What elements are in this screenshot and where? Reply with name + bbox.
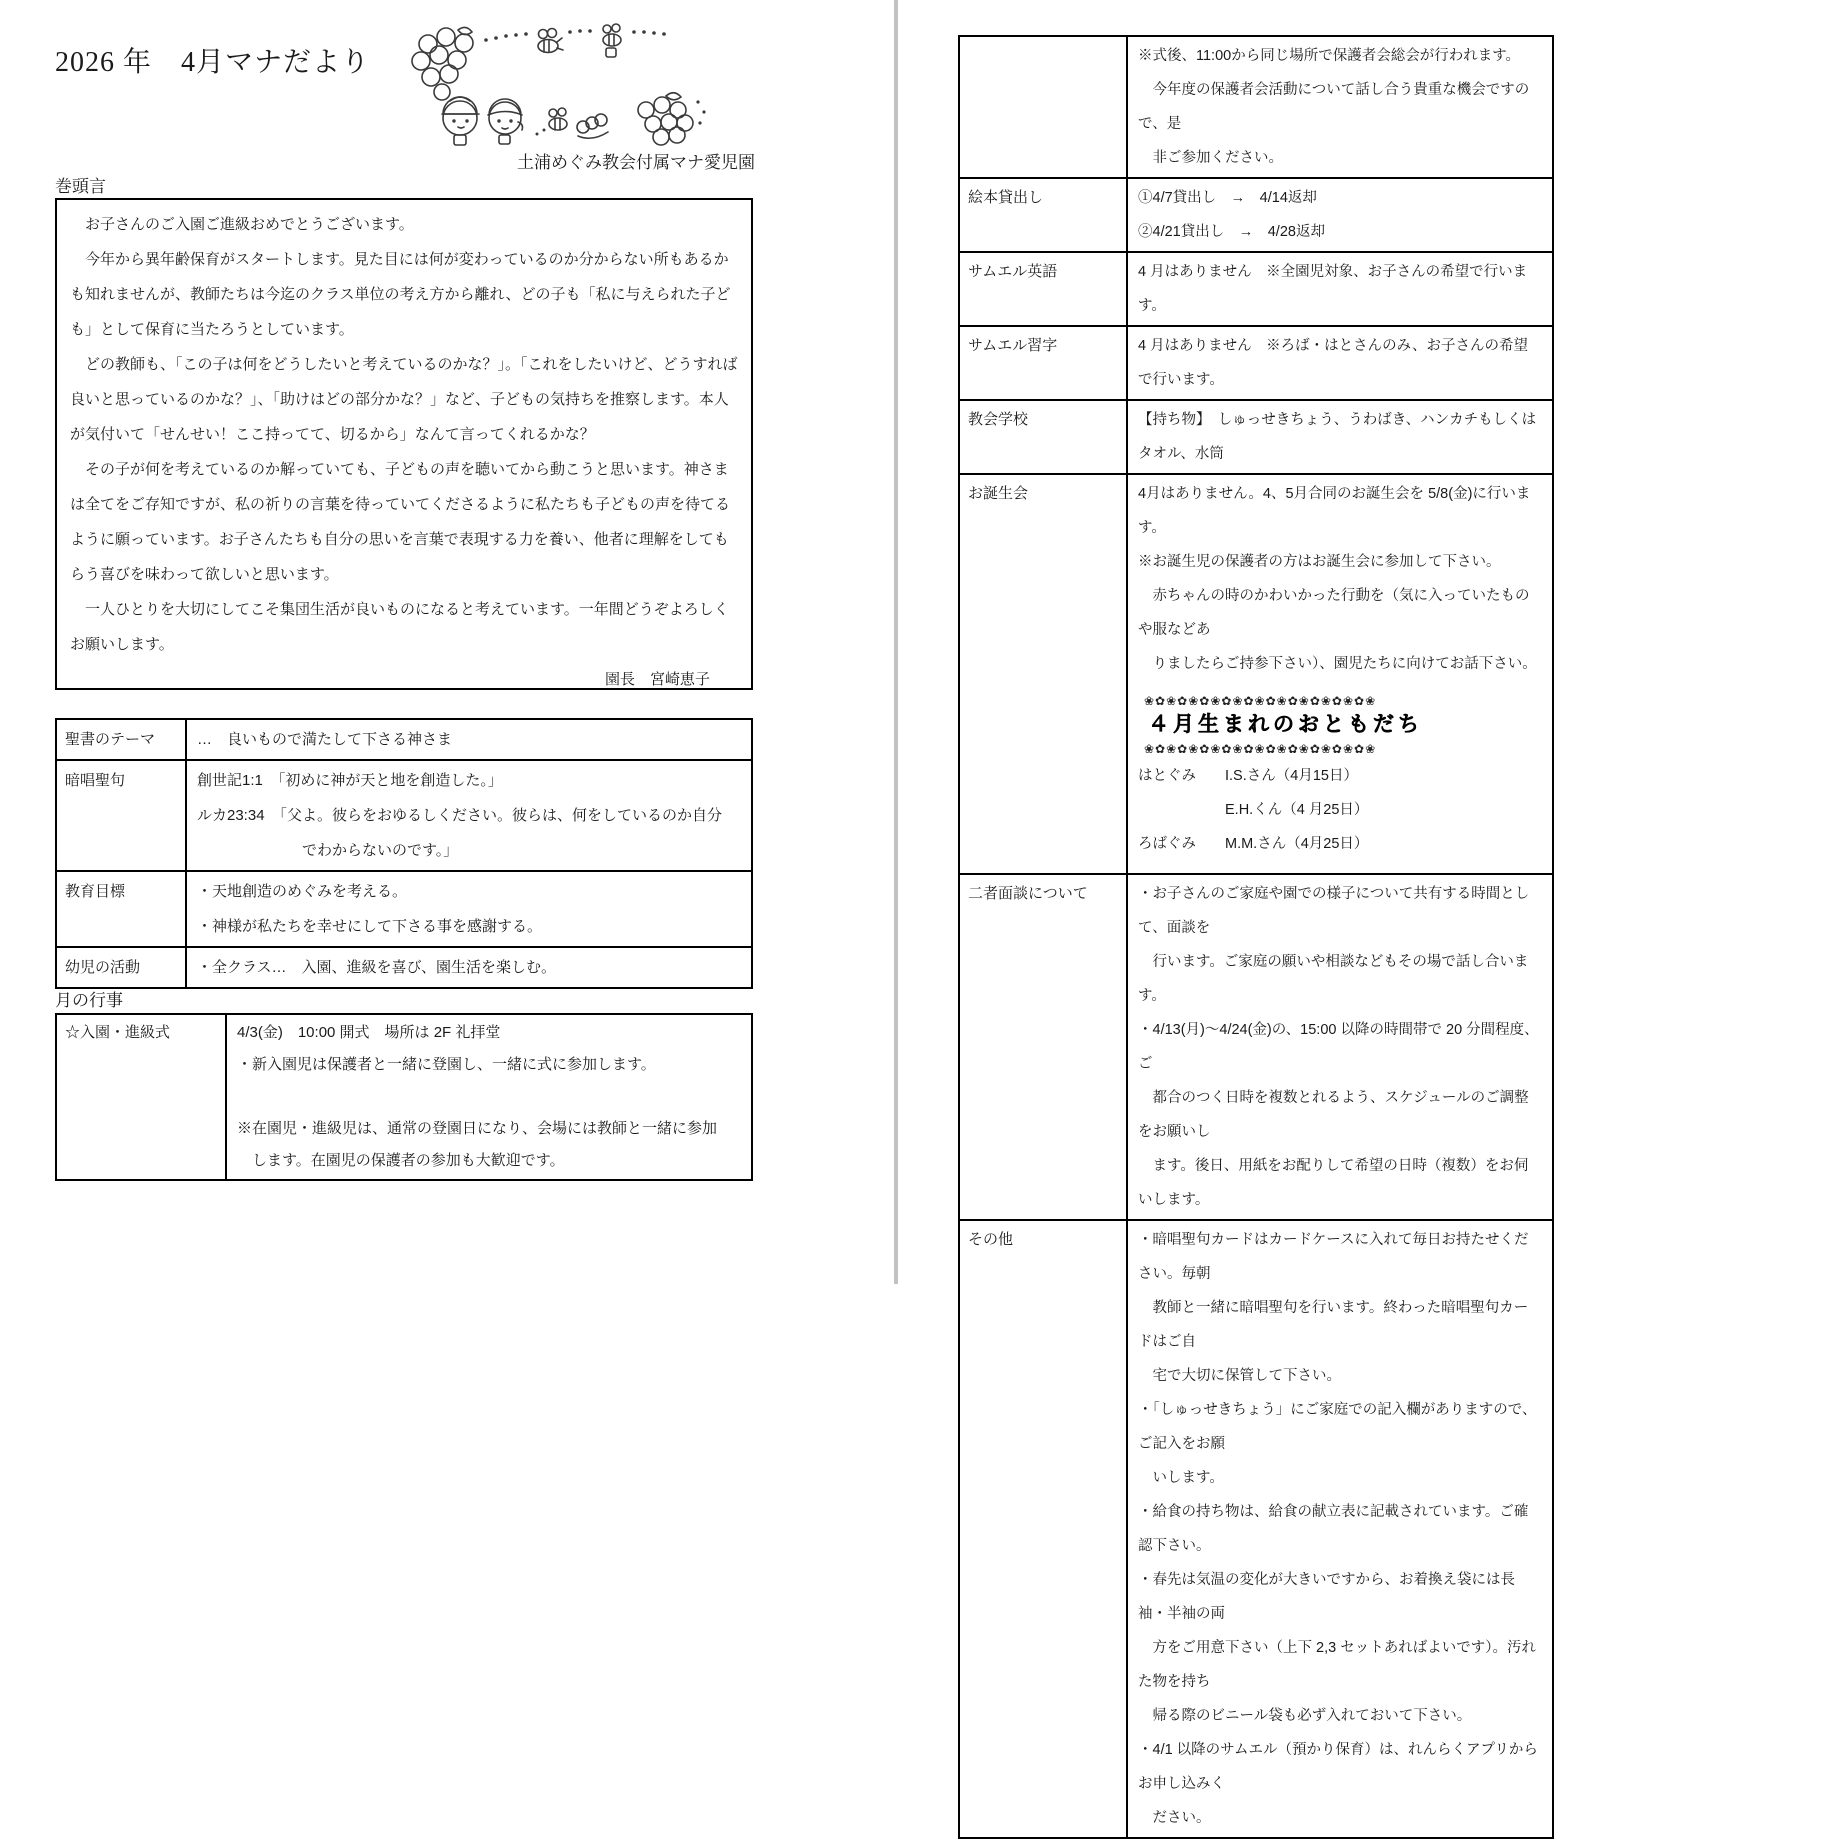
text-line: 今年度の保護者会活動について話し合う貴重な機会ですので、是 — [1138, 82, 1530, 132]
text-line: 【持ち物】 しゅっせきちょう、うわばき、ハンカチもしくはタオル、水筒 — [1138, 412, 1537, 462]
text-line: します。在園児の保護者の参加も大歓迎です。 — [237, 1152, 565, 1169]
row-content — [1128, 875, 1552, 1219]
text-line: ※在園児・進級児は、通常の登園日になり、会場には教師と一緒に参加 — [237, 1120, 718, 1137]
text-line: ※お誕生児の保護者の方はお誕生会に参加して下さい。 — [1138, 554, 1501, 570]
text-line: … 良いもので満たして下さる神さま — [197, 731, 453, 748]
row-label: 二者面談について — [960, 875, 1128, 1219]
flower-ornament: ❀✿❀✿❀✿❀✿❀✿❀✿❀✿❀✿❀✿❀✿❀ — [1144, 694, 1377, 708]
text-line: ・給食の持ち物は、給食の献立表に記載されています。ご確認下さい。 — [1138, 1504, 1529, 1554]
kantogen-heading: 巻頭言 — [55, 177, 106, 196]
row-label: 聖書のテーマ — [57, 720, 187, 759]
kantogen-paragraph: どの教師も、「この子は何をどうしたいと考えているのかな？」。「これをしたいけど、どうすれば良いと思っているのかな？」、「助けはどの部分かな？」など、子どもの気持ちを推察します。本人が気付いて「せんせい！ここ持ってて、切るから」なんて言ってくれるかな？ — [70, 356, 738, 443]
row-content — [187, 872, 751, 946]
text-line: 宅で大切に保管して下さい。 — [1138, 1368, 1341, 1384]
signature: 園長 宮崎恵子 — [604, 671, 710, 688]
flower-ornament: ❀✿❀✿❀✿❀✿❀✿❀✿❀✿❀✿❀✿❀✿❀ — [1144, 742, 1377, 756]
row-label: ☆入園・進級式 — [57, 1015, 227, 1179]
table-row — [57, 872, 751, 948]
kantogen-paragraph: お子さんのご入園ご進級おめでとうございます。 — [70, 216, 414, 233]
text-line: ろばぐみ M.M.さん（4月25日） — [1138, 836, 1369, 852]
monthly-events-table — [55, 1013, 753, 1181]
text-line: ・全クラス… 入園、進級を喜び、園生活を楽しむ。 — [197, 959, 556, 976]
row-label: お誕生会 — [960, 475, 1128, 873]
table-row — [960, 37, 1552, 179]
table-row — [960, 475, 1552, 875]
text-line: 教師と一緒に暗唱聖句を行います。終わった暗唱聖句カードはご自 — [1138, 1300, 1529, 1350]
text-line — [237, 1081, 741, 1113]
text-line: ルカ23:34 「父よ。彼らをおゆるしください。彼らは、何をしているのか自分 — [197, 807, 723, 824]
table-row — [960, 1221, 1552, 1837]
text-line: ・暗唱聖句カードはカードケースに入れて毎日お持たせください。毎朝 — [1138, 1232, 1529, 1282]
text-line: ださい。 — [1138, 1810, 1211, 1826]
table-row — [960, 327, 1552, 401]
text-line — [1138, 681, 1542, 691]
kantogen-paragraph: 一人ひとりを大切にしてこそ集団生活が良いものになると考えています。一年間どうぞよろしくお願いします。 — [70, 601, 729, 653]
row-label: 絵本貸出し — [960, 179, 1128, 251]
text-line: ・4/13(月)～4/24(金)の、15:00 以降の時間帯で 20 分間程度、ご — [1138, 1022, 1539, 1072]
children-bees-illustration — [398, 22, 720, 150]
row-content — [1128, 37, 1552, 177]
table-row — [57, 948, 751, 987]
text-line: ます。後日、用紙をお配りして希望の日時（複数）をお伺いします。 — [1138, 1158, 1529, 1208]
row-content — [1128, 179, 1552, 251]
text-line: 4/3(金) 10:00 開式 場所は 2F 礼拝堂 — [237, 1024, 501, 1041]
table-row — [57, 720, 751, 761]
text-line: 帰る際のビニール袋も必ず入れておいて下さい。 — [1138, 1708, 1472, 1724]
text-line — [1138, 861, 1542, 871]
row-content — [1128, 401, 1552, 473]
row-label: サムエル習字 — [960, 327, 1128, 399]
text-line: 4 月はありません ※全園児対象、お子さんの希望で行います。 — [1138, 264, 1528, 314]
kantogen-paragraph: 今年から異年齢保育がスタートします。見た目には何が変わっているのか分からない所もあるかも知れませんが、教師たちは今迄のクラス単位の考え方から離れ、どの子も「私に与えられた子ども」として保育に当たろうとしています。 — [70, 251, 731, 338]
info-table — [958, 35, 1554, 1839]
table-row — [57, 761, 751, 872]
text-line: 方をご用意下さい（上下 2,3 セットあればよいです）。汚れた物を持ち — [1138, 1640, 1536, 1690]
text-line: ・新入園児は保護者と一緒に登園し、一緒に式に参加します。 — [237, 1056, 656, 1073]
kantogen-paragraph: その子が何を考えているのか解っていても、子どもの声を聴いてから動こうと思います。神さまは全てをご存知ですが、私の祈りの言葉を待っていてくださるように私たちも子どもの声を待てるように願っています。お子さんたちも自分の思いを言葉で表現する力を養い、他者に理解をしてもらう喜びを味わって欲しいと思います。 — [70, 461, 731, 583]
row-label: その他 — [960, 1221, 1128, 1837]
row-content — [1128, 475, 1552, 873]
table-row — [960, 875, 1552, 1221]
text-line: ・「しゅっせきちょう」にご家庭での記入欄がありますので、ご記入をお願 — [1138, 1402, 1537, 1452]
text-line: ・神様が私たちを幸せにして下さる事を感謝する。 — [197, 918, 543, 935]
table-row — [960, 401, 1552, 475]
text-line: いします。 — [1138, 1470, 1224, 1486]
text-line: 創世記1:1 「初めに神が天と地を創造した。」 — [197, 772, 503, 789]
table-row — [960, 179, 1552, 253]
table-row — [57, 1015, 751, 1179]
row-content — [187, 948, 751, 987]
row-label: 教育目標 — [57, 872, 187, 946]
text-line: 行います。ご家庭の願いや相談などもその場で話し合います。 — [1138, 954, 1529, 1004]
row-content — [187, 720, 751, 759]
text-line: ・お子さんのご家庭や園での様子について共有する時間として、面談を — [1138, 886, 1530, 936]
kantogen-box — [55, 198, 753, 690]
text-line: ①4/7貸出し → 4/14返却 — [1138, 190, 1317, 206]
monthly-events-heading: 月の行事 — [55, 991, 123, 1010]
row-label: 幼児の活動 — [57, 948, 187, 987]
row-label: 暗唱聖句 — [57, 761, 187, 870]
row-content — [1128, 1221, 1552, 1837]
text-line: 4 月はありません ※ろば・はとさんのみ、お子さんの希望で行います。 — [1138, 338, 1528, 388]
text-line: ・4/1 以降のサムエル（預かり保育）は、れんらくアプリからお申し込みく — [1138, 1742, 1538, 1792]
theme-table — [55, 718, 753, 989]
text-line: 非ご参加ください。 — [1138, 150, 1283, 166]
table-row — [960, 253, 1552, 327]
newsletter-title: 2026 年 4月マナだより — [55, 47, 371, 78]
children-bees-illustration-svg — [398, 22, 720, 150]
text-line: 4月はありません。4、5月合同のお誕生会を 5/8(金)に行います。 — [1138, 486, 1531, 536]
text-line: はとぐみ I.S.さん（4月15日） — [1138, 768, 1358, 784]
text-line: 都合のつく日時を複数とれるよう、スケジュールのご調整をお願いし — [1138, 1090, 1529, 1140]
row-content — [1128, 253, 1552, 325]
text-line: ②4/21貸出し → 4/28返却 — [1138, 224, 1325, 240]
row-content — [227, 1015, 751, 1179]
page-divider — [894, 0, 898, 1284]
row-label: 教会学校 — [960, 401, 1128, 473]
text-line: 赤ちゃんの時のかわいかった行動を（気に入っていたものや服などあ — [1138, 588, 1530, 638]
text-line: ※式後、11:00から同じ場所で保護者会総会が行われます。 — [1138, 48, 1521, 64]
organization-name: 土浦めぐみ教会付属マナ愛児園 — [517, 153, 755, 172]
text-line: ・春先は気温の変化が大きいですから、お着換え袋には長袖・半袖の両 — [1138, 1572, 1515, 1622]
text-line: E.H.くん（4 月25日） — [1138, 802, 1369, 818]
row-label — [960, 37, 1128, 177]
row-content — [1128, 327, 1552, 399]
text-line: でわからないのです。」 — [197, 842, 459, 859]
text-line: ・天地創造のめぐみを考える。 — [197, 883, 408, 900]
birthday-children-title: ４月生まれのおともだち — [1148, 713, 1423, 736]
row-content — [187, 761, 751, 870]
row-label: サムエル英語 — [960, 253, 1128, 325]
text-line: りましたらご持参下さい）、園児たちに向けてお話下さい。 — [1138, 656, 1537, 672]
